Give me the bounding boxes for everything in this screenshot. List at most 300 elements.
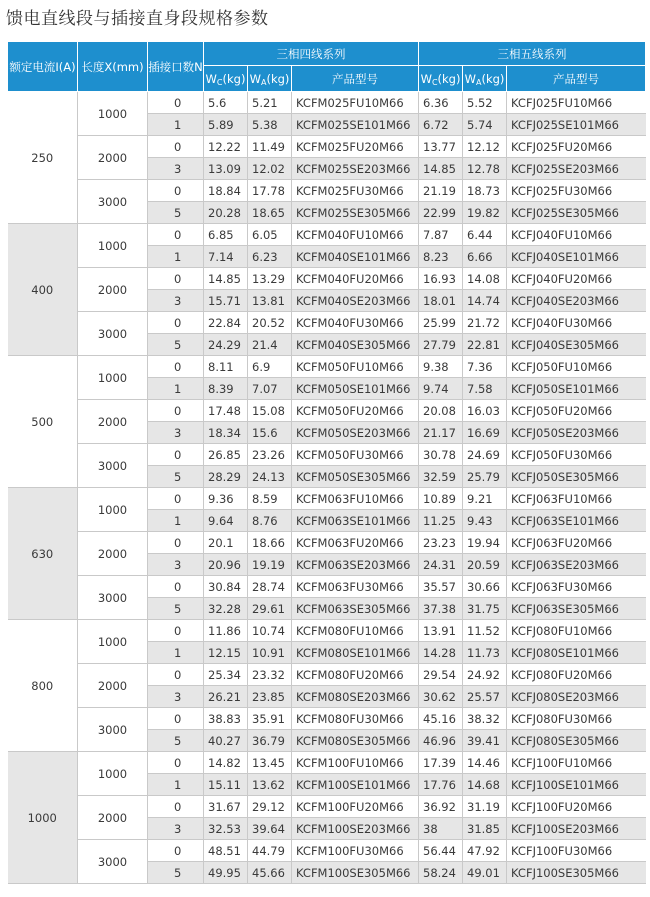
header-length: 长度X(mm) bbox=[78, 42, 148, 92]
model-4-cell: KCFM025FU20M66 bbox=[292, 136, 419, 158]
model-4-cell: KCFM080FU20M66 bbox=[292, 664, 419, 686]
weight-wc-4-cell: 20.1 bbox=[204, 532, 248, 554]
length-cell: 3000 bbox=[78, 708, 148, 752]
weight-wa-5-cell: 21.72 bbox=[463, 312, 507, 334]
model-4-cell: KCFM040SE305M66 bbox=[292, 334, 419, 356]
model-5-cell: KCFJ025FU30M66 bbox=[507, 180, 646, 202]
weight-wa-4-cell: 29.12 bbox=[248, 796, 292, 818]
weight-wa-4-cell: 6.23 bbox=[248, 246, 292, 268]
weight-wa-5-cell: 14.68 bbox=[463, 774, 507, 796]
weight-wc-4-cell: 6.85 bbox=[204, 224, 248, 246]
weight-wc-5-cell: 35.57 bbox=[419, 576, 463, 598]
weight-wc-5-cell: 17.76 bbox=[419, 774, 463, 796]
model-4-cell: KCFM063FU30M66 bbox=[292, 576, 419, 598]
weight-wa-5-cell: 30.66 bbox=[463, 576, 507, 598]
length-cell: 1000 bbox=[78, 752, 148, 796]
table-row bbox=[8, 180, 646, 202]
header-group-four-wire: 三相四线系列 bbox=[204, 42, 419, 66]
weight-wc-5-cell: 22.99 bbox=[419, 202, 463, 224]
weight-wa-4-cell: 29.61 bbox=[248, 598, 292, 620]
model-5-cell: KCFJ050FU20M66 bbox=[507, 400, 646, 422]
weight-wc-5-cell: 27.79 bbox=[419, 334, 463, 356]
ports-cell: 0 bbox=[148, 400, 204, 422]
weight-wc-5-cell: 58.24 bbox=[419, 862, 463, 884]
weight-wa-5-cell: 12.78 bbox=[463, 158, 507, 180]
weight-wa-5-cell: 24.69 bbox=[463, 444, 507, 466]
weight-wc-4-cell: 18.84 bbox=[204, 180, 248, 202]
weight-wc-5-cell: 20.08 bbox=[419, 400, 463, 422]
ports-cell: 3 bbox=[148, 554, 204, 576]
weight-wa-5-cell: 5.74 bbox=[463, 114, 507, 136]
model-5-cell: KCFJ040FU20M66 bbox=[507, 268, 646, 290]
model-5-cell: KCFJ025SE101M66 bbox=[507, 114, 646, 136]
weight-wc-4-cell: 8.39 bbox=[204, 378, 248, 400]
weight-wc-5-cell: 11.25 bbox=[419, 510, 463, 532]
model-4-cell: KCFM080SE305M66 bbox=[292, 730, 419, 752]
weight-wc-4-cell: 32.28 bbox=[204, 598, 248, 620]
length-cell: 2000 bbox=[78, 664, 148, 708]
weight-wc-4-cell: 28.29 bbox=[204, 466, 248, 488]
weight-wc-4-cell: 30.84 bbox=[204, 576, 248, 598]
weight-wa-4-cell: 12.02 bbox=[248, 158, 292, 180]
weight-wc-5-cell: 37.38 bbox=[419, 598, 463, 620]
model-4-cell: KCFM063SE305M66 bbox=[292, 598, 419, 620]
weight-wc-4-cell: 20.96 bbox=[204, 554, 248, 576]
weight-wc-5-cell: 8.23 bbox=[419, 246, 463, 268]
model-5-cell: KCFJ063SE203M66 bbox=[507, 554, 646, 576]
weight-wa-5-cell: 31.85 bbox=[463, 818, 507, 840]
weight-wc-5-cell: 25.99 bbox=[419, 312, 463, 334]
spec-table bbox=[7, 41, 646, 884]
model-4-cell: KCFM063SE203M66 bbox=[292, 554, 419, 576]
model-5-cell: KCFJ050SE305M66 bbox=[507, 466, 646, 488]
weight-wa-5-cell: 9.21 bbox=[463, 488, 507, 510]
weight-wa-5-cell: 25.79 bbox=[463, 466, 507, 488]
weight-wc-5-cell: 13.77 bbox=[419, 136, 463, 158]
ports-cell: 1 bbox=[148, 246, 204, 268]
weight-wc-4-cell: 14.85 bbox=[204, 268, 248, 290]
ports-cell: 0 bbox=[148, 180, 204, 202]
ports-cell: 0 bbox=[148, 840, 204, 862]
weight-wa-4-cell: 11.49 bbox=[248, 136, 292, 158]
weight-wc-5-cell: 21.17 bbox=[419, 422, 463, 444]
weight-wa-5-cell: 16.69 bbox=[463, 422, 507, 444]
model-5-cell: KCFJ050SE101M66 bbox=[507, 378, 646, 400]
length-cell: 1000 bbox=[78, 488, 148, 532]
table-body bbox=[8, 92, 646, 884]
table-row bbox=[8, 224, 646, 246]
table-row bbox=[8, 400, 646, 422]
weight-wc-5-cell: 16.93 bbox=[419, 268, 463, 290]
weight-wc-4-cell: 13.09 bbox=[204, 158, 248, 180]
model-4-cell: KCFM040SE101M66 bbox=[292, 246, 419, 268]
model-4-cell: KCFM100FU10M66 bbox=[292, 752, 419, 774]
weight-wa-5-cell: 22.81 bbox=[463, 334, 507, 356]
model-4-cell: KCFM063FU10M66 bbox=[292, 488, 419, 510]
model-4-cell: KCFM050FU20M66 bbox=[292, 400, 419, 422]
model-5-cell: KCFJ063SE101M66 bbox=[507, 510, 646, 532]
weight-wa-5-cell: 7.58 bbox=[463, 378, 507, 400]
model-4-cell: KCFM063FU20M66 bbox=[292, 532, 419, 554]
header-wc-4: WC(kg) bbox=[204, 66, 248, 92]
model-4-cell: KCFM050SE305M66 bbox=[292, 466, 419, 488]
model-5-cell: KCFJ063FU30M66 bbox=[507, 576, 646, 598]
model-5-cell: KCFJ100FU30M66 bbox=[507, 840, 646, 862]
table-row bbox=[8, 620, 646, 642]
model-5-cell: KCFJ025FU10M66 bbox=[507, 92, 646, 114]
weight-wa-4-cell: 15.6 bbox=[248, 422, 292, 444]
weight-wa-5-cell: 12.12 bbox=[463, 136, 507, 158]
ports-cell: 0 bbox=[148, 224, 204, 246]
model-5-cell: KCFJ040FU30M66 bbox=[507, 312, 646, 334]
model-4-cell: KCFM040SE203M66 bbox=[292, 290, 419, 312]
weight-wa-5-cell: 5.52 bbox=[463, 92, 507, 114]
length-cell: 3000 bbox=[78, 444, 148, 488]
model-4-cell: KCFM050FU10M66 bbox=[292, 356, 419, 378]
length-cell: 3000 bbox=[78, 180, 148, 224]
weight-wa-5-cell: 18.73 bbox=[463, 180, 507, 202]
weight-wa-5-cell: 6.66 bbox=[463, 246, 507, 268]
weight-wc-5-cell: 38 bbox=[419, 818, 463, 840]
model-4-cell: KCFM100FU30M66 bbox=[292, 840, 419, 862]
model-5-cell: KCFJ050SE203M66 bbox=[507, 422, 646, 444]
model-5-cell: KCFJ080SE305M66 bbox=[507, 730, 646, 752]
length-cell: 2000 bbox=[78, 796, 148, 840]
weight-wc-5-cell: 36.92 bbox=[419, 796, 463, 818]
ports-cell: 5 bbox=[148, 862, 204, 884]
ports-cell: 5 bbox=[148, 466, 204, 488]
ports-cell: 3 bbox=[148, 158, 204, 180]
weight-wc-5-cell: 14.28 bbox=[419, 642, 463, 664]
ports-cell: 0 bbox=[148, 796, 204, 818]
model-4-cell: KCFM040FU10M66 bbox=[292, 224, 419, 246]
model-4-cell: KCFM050SE203M66 bbox=[292, 422, 419, 444]
weight-wc-4-cell: 15.71 bbox=[204, 290, 248, 312]
model-5-cell: KCFJ080SE101M66 bbox=[507, 642, 646, 664]
weight-wa-5-cell: 9.43 bbox=[463, 510, 507, 532]
model-4-cell: KCFM025FU10M66 bbox=[292, 92, 419, 114]
weight-wc-4-cell: 38.83 bbox=[204, 708, 248, 730]
weight-wa-4-cell: 5.38 bbox=[248, 114, 292, 136]
model-4-cell: KCFM025SE101M66 bbox=[292, 114, 419, 136]
ports-cell: 1 bbox=[148, 378, 204, 400]
weight-wa-5-cell: 16.03 bbox=[463, 400, 507, 422]
model-4-cell: KCFM100SE101M66 bbox=[292, 774, 419, 796]
weight-wc-5-cell: 46.96 bbox=[419, 730, 463, 752]
weight-wa-4-cell: 39.64 bbox=[248, 818, 292, 840]
model-5-cell: KCFJ025SE305M66 bbox=[507, 202, 646, 224]
rated-current-cell: 400 bbox=[8, 224, 78, 356]
weight-wa-5-cell: 38.32 bbox=[463, 708, 507, 730]
model-5-cell: KCFJ063FU10M66 bbox=[507, 488, 646, 510]
weight-wa-5-cell: 31.75 bbox=[463, 598, 507, 620]
ports-cell: 0 bbox=[148, 576, 204, 598]
table-row bbox=[8, 92, 646, 114]
table-row bbox=[8, 356, 646, 378]
rated-current-cell: 1000 bbox=[8, 752, 78, 884]
length-cell: 3000 bbox=[78, 840, 148, 884]
weight-wa-4-cell: 18.66 bbox=[248, 532, 292, 554]
header-wa-5: WA(kg) bbox=[463, 66, 507, 92]
model-5-cell: KCFJ100SE203M66 bbox=[507, 818, 646, 840]
table-row bbox=[8, 444, 646, 466]
ports-cell: 5 bbox=[148, 202, 204, 224]
header-ports: 插接口数N bbox=[148, 42, 204, 92]
weight-wc-4-cell: 15.11 bbox=[204, 774, 248, 796]
model-5-cell: KCFJ100FU10M66 bbox=[507, 752, 646, 774]
weight-wc-4-cell: 48.51 bbox=[204, 840, 248, 862]
table-header bbox=[8, 42, 646, 92]
weight-wc-5-cell: 21.19 bbox=[419, 180, 463, 202]
weight-wc-4-cell: 9.36 bbox=[204, 488, 248, 510]
table-row bbox=[8, 576, 646, 598]
ports-cell: 3 bbox=[148, 686, 204, 708]
weight-wa-4-cell: 28.74 bbox=[248, 576, 292, 598]
page-title: 馈电直线段与插接直身段规格参数 bbox=[6, 9, 269, 29]
model-5-cell: KCFJ063FU20M66 bbox=[507, 532, 646, 554]
header-rated-current: 额定电流I(A) bbox=[8, 42, 78, 92]
weight-wa-4-cell: 13.81 bbox=[248, 290, 292, 312]
weight-wa-5-cell: 49.01 bbox=[463, 862, 507, 884]
weight-wc-4-cell: 20.28 bbox=[204, 202, 248, 224]
weight-wa-4-cell: 6.9 bbox=[248, 356, 292, 378]
rated-current-cell: 630 bbox=[8, 488, 78, 620]
weight-wc-5-cell: 18.01 bbox=[419, 290, 463, 312]
ports-cell: 1 bbox=[148, 774, 204, 796]
weight-wa-5-cell: 14.46 bbox=[463, 752, 507, 774]
weight-wc-4-cell: 24.29 bbox=[204, 334, 248, 356]
ports-cell: 3 bbox=[148, 818, 204, 840]
weight-wc-5-cell: 29.54 bbox=[419, 664, 463, 686]
weight-wc-4-cell: 22.84 bbox=[204, 312, 248, 334]
weight-wa-4-cell: 5.21 bbox=[248, 92, 292, 114]
weight-wa-5-cell: 25.57 bbox=[463, 686, 507, 708]
weight-wc-4-cell: 9.64 bbox=[204, 510, 248, 532]
table-row bbox=[8, 840, 646, 862]
length-cell: 2000 bbox=[78, 400, 148, 444]
weight-wa-5-cell: 6.44 bbox=[463, 224, 507, 246]
model-4-cell: KCFM080FU10M66 bbox=[292, 620, 419, 642]
weight-wc-5-cell: 13.91 bbox=[419, 620, 463, 642]
table-row bbox=[8, 312, 646, 334]
weight-wa-5-cell: 19.82 bbox=[463, 202, 507, 224]
length-cell: 3000 bbox=[78, 576, 148, 620]
model-4-cell: KCFM100FU20M66 bbox=[292, 796, 419, 818]
weight-wc-4-cell: 32.53 bbox=[204, 818, 248, 840]
weight-wa-5-cell: 31.19 bbox=[463, 796, 507, 818]
weight-wc-5-cell: 30.62 bbox=[419, 686, 463, 708]
ports-cell: 0 bbox=[148, 708, 204, 730]
weight-wc-5-cell: 45.16 bbox=[419, 708, 463, 730]
weight-wa-5-cell: 11.52 bbox=[463, 620, 507, 642]
weight-wa-4-cell: 23.85 bbox=[248, 686, 292, 708]
weight-wc-4-cell: 26.21 bbox=[204, 686, 248, 708]
table-row bbox=[8, 532, 646, 554]
weight-wc-4-cell: 11.86 bbox=[204, 620, 248, 642]
weight-wc-4-cell: 40.27 bbox=[204, 730, 248, 752]
weight-wa-4-cell: 7.07 bbox=[248, 378, 292, 400]
weight-wa-4-cell: 10.91 bbox=[248, 642, 292, 664]
weight-wa-4-cell: 6.05 bbox=[248, 224, 292, 246]
weight-wa-5-cell: 47.92 bbox=[463, 840, 507, 862]
weight-wc-5-cell: 9.74 bbox=[419, 378, 463, 400]
weight-wa-4-cell: 8.59 bbox=[248, 488, 292, 510]
weight-wa-4-cell: 8.76 bbox=[248, 510, 292, 532]
weight-wa-5-cell: 39.41 bbox=[463, 730, 507, 752]
model-4-cell: KCFM050FU30M66 bbox=[292, 444, 419, 466]
model-4-cell: KCFM063SE101M66 bbox=[292, 510, 419, 532]
weight-wa-4-cell: 15.08 bbox=[248, 400, 292, 422]
weight-wa-4-cell: 13.62 bbox=[248, 774, 292, 796]
ports-cell: 0 bbox=[148, 136, 204, 158]
weight-wa-5-cell: 24.92 bbox=[463, 664, 507, 686]
weight-wc-4-cell: 31.67 bbox=[204, 796, 248, 818]
model-4-cell: KCFM100SE203M66 bbox=[292, 818, 419, 840]
weight-wc-4-cell: 7.14 bbox=[204, 246, 248, 268]
ports-cell: 0 bbox=[148, 268, 204, 290]
weight-wa-5-cell: 14.74 bbox=[463, 290, 507, 312]
weight-wa-4-cell: 35.91 bbox=[248, 708, 292, 730]
weight-wc-4-cell: 49.95 bbox=[204, 862, 248, 884]
length-cell: 2000 bbox=[78, 268, 148, 312]
weight-wa-4-cell: 18.65 bbox=[248, 202, 292, 224]
weight-wc-4-cell: 12.15 bbox=[204, 642, 248, 664]
weight-wc-4-cell: 8.11 bbox=[204, 356, 248, 378]
model-4-cell: KCFM025FU30M66 bbox=[292, 180, 419, 202]
model-4-cell: KCFM025SE203M66 bbox=[292, 158, 419, 180]
model-4-cell: KCFM100SE305M66 bbox=[292, 862, 419, 884]
model-5-cell: KCFJ080SE203M66 bbox=[507, 686, 646, 708]
weight-wc-5-cell: 56.44 bbox=[419, 840, 463, 862]
ports-cell: 1 bbox=[148, 510, 204, 532]
ports-cell: 0 bbox=[148, 312, 204, 334]
model-5-cell: KCFJ050FU30M66 bbox=[507, 444, 646, 466]
rated-current-cell: 800 bbox=[8, 620, 78, 752]
model-5-cell: KCFJ040FU10M66 bbox=[507, 224, 646, 246]
table-row bbox=[8, 752, 646, 774]
model-5-cell: KCFJ100SE101M66 bbox=[507, 774, 646, 796]
weight-wa-5-cell: 14.08 bbox=[463, 268, 507, 290]
length-cell: 1000 bbox=[78, 92, 148, 136]
ports-cell: 0 bbox=[148, 92, 204, 114]
ports-cell: 0 bbox=[148, 620, 204, 642]
rated-current-cell: 250 bbox=[8, 92, 78, 224]
model-4-cell: KCFM080SE101M66 bbox=[292, 642, 419, 664]
weight-wc-5-cell: 17.39 bbox=[419, 752, 463, 774]
rated-current-cell: 500 bbox=[8, 356, 78, 488]
ports-cell: 0 bbox=[148, 356, 204, 378]
ports-cell: 1 bbox=[148, 114, 204, 136]
weight-wc-5-cell: 7.87 bbox=[419, 224, 463, 246]
length-cell: 1000 bbox=[78, 224, 148, 268]
weight-wa-4-cell: 21.4 bbox=[248, 334, 292, 356]
weight-wa-4-cell: 36.79 bbox=[248, 730, 292, 752]
model-5-cell: KCFJ100SE305M66 bbox=[507, 862, 646, 884]
weight-wa-4-cell: 45.66 bbox=[248, 862, 292, 884]
model-5-cell: KCFJ080FU30M66 bbox=[507, 708, 646, 730]
model-4-cell: KCFM040FU30M66 bbox=[292, 312, 419, 334]
weight-wc-4-cell: 17.48 bbox=[204, 400, 248, 422]
model-5-cell: KCFJ063SE305M66 bbox=[507, 598, 646, 620]
ports-cell: 0 bbox=[148, 444, 204, 466]
weight-wc-4-cell: 5.6 bbox=[204, 92, 248, 114]
length-cell: 1000 bbox=[78, 620, 148, 664]
header-group-five-wire: 三相五线系列 bbox=[419, 42, 646, 66]
weight-wc-5-cell: 6.72 bbox=[419, 114, 463, 136]
model-5-cell: KCFJ080FU10M66 bbox=[507, 620, 646, 642]
weight-wa-5-cell: 7.36 bbox=[463, 356, 507, 378]
table-row bbox=[8, 268, 646, 290]
length-cell: 1000 bbox=[78, 356, 148, 400]
weight-wa-4-cell: 24.13 bbox=[248, 466, 292, 488]
ports-cell: 0 bbox=[148, 664, 204, 686]
model-4-cell: KCFM040FU20M66 bbox=[292, 268, 419, 290]
weight-wa-4-cell: 10.74 bbox=[248, 620, 292, 642]
ports-cell: 5 bbox=[148, 334, 204, 356]
ports-cell: 3 bbox=[148, 422, 204, 444]
model-4-cell: KCFM080SE203M66 bbox=[292, 686, 419, 708]
weight-wc-5-cell: 14.85 bbox=[419, 158, 463, 180]
model-5-cell: KCFJ040SE203M66 bbox=[507, 290, 646, 312]
header-model-5: 产品型号 bbox=[507, 66, 646, 92]
weight-wa-4-cell: 23.32 bbox=[248, 664, 292, 686]
weight-wa-4-cell: 13.45 bbox=[248, 752, 292, 774]
ports-cell: 5 bbox=[148, 730, 204, 752]
weight-wc-5-cell: 24.31 bbox=[419, 554, 463, 576]
table-row bbox=[8, 136, 646, 158]
ports-cell: 1 bbox=[148, 642, 204, 664]
model-4-cell: KCFM050SE101M66 bbox=[292, 378, 419, 400]
weight-wc-5-cell: 23.23 bbox=[419, 532, 463, 554]
ports-cell: 0 bbox=[148, 752, 204, 774]
weight-wc-4-cell: 25.34 bbox=[204, 664, 248, 686]
weight-wc-4-cell: 26.85 bbox=[204, 444, 248, 466]
weight-wc-4-cell: 14.82 bbox=[204, 752, 248, 774]
ports-cell: 3 bbox=[148, 290, 204, 312]
weight-wa-4-cell: 13.29 bbox=[248, 268, 292, 290]
weight-wc-5-cell: 32.59 bbox=[419, 466, 463, 488]
ports-cell: 0 bbox=[148, 488, 204, 510]
header-wa-4: WA(kg) bbox=[248, 66, 292, 92]
model-5-cell: KCFJ040SE305M66 bbox=[507, 334, 646, 356]
ports-cell: 0 bbox=[148, 532, 204, 554]
model-5-cell: KCFJ100FU20M66 bbox=[507, 796, 646, 818]
model-5-cell: KCFJ050FU10M66 bbox=[507, 356, 646, 378]
model-4-cell: KCFM025SE305M66 bbox=[292, 202, 419, 224]
weight-wc-4-cell: 12.22 bbox=[204, 136, 248, 158]
weight-wa-5-cell: 19.94 bbox=[463, 532, 507, 554]
weight-wc-5-cell: 30.78 bbox=[419, 444, 463, 466]
weight-wc-4-cell: 5.89 bbox=[204, 114, 248, 136]
length-cell: 2000 bbox=[78, 532, 148, 576]
weight-wc-4-cell: 18.34 bbox=[204, 422, 248, 444]
header-wc-5: WC(kg) bbox=[419, 66, 463, 92]
weight-wc-5-cell: 10.89 bbox=[419, 488, 463, 510]
weight-wa-4-cell: 17.78 bbox=[248, 180, 292, 202]
weight-wa-4-cell: 23.26 bbox=[248, 444, 292, 466]
model-5-cell: KCFJ025FU20M66 bbox=[507, 136, 646, 158]
header-model-4: 产品型号 bbox=[292, 66, 419, 92]
table-row bbox=[8, 488, 646, 510]
table-row bbox=[8, 664, 646, 686]
weight-wc-5-cell: 6.36 bbox=[419, 92, 463, 114]
model-5-cell: KCFJ025SE203M66 bbox=[507, 158, 646, 180]
weight-wa-4-cell: 20.52 bbox=[248, 312, 292, 334]
weight-wc-5-cell: 9.38 bbox=[419, 356, 463, 378]
table-row bbox=[8, 708, 646, 730]
ports-cell: 5 bbox=[148, 598, 204, 620]
weight-wa-4-cell: 19.19 bbox=[248, 554, 292, 576]
